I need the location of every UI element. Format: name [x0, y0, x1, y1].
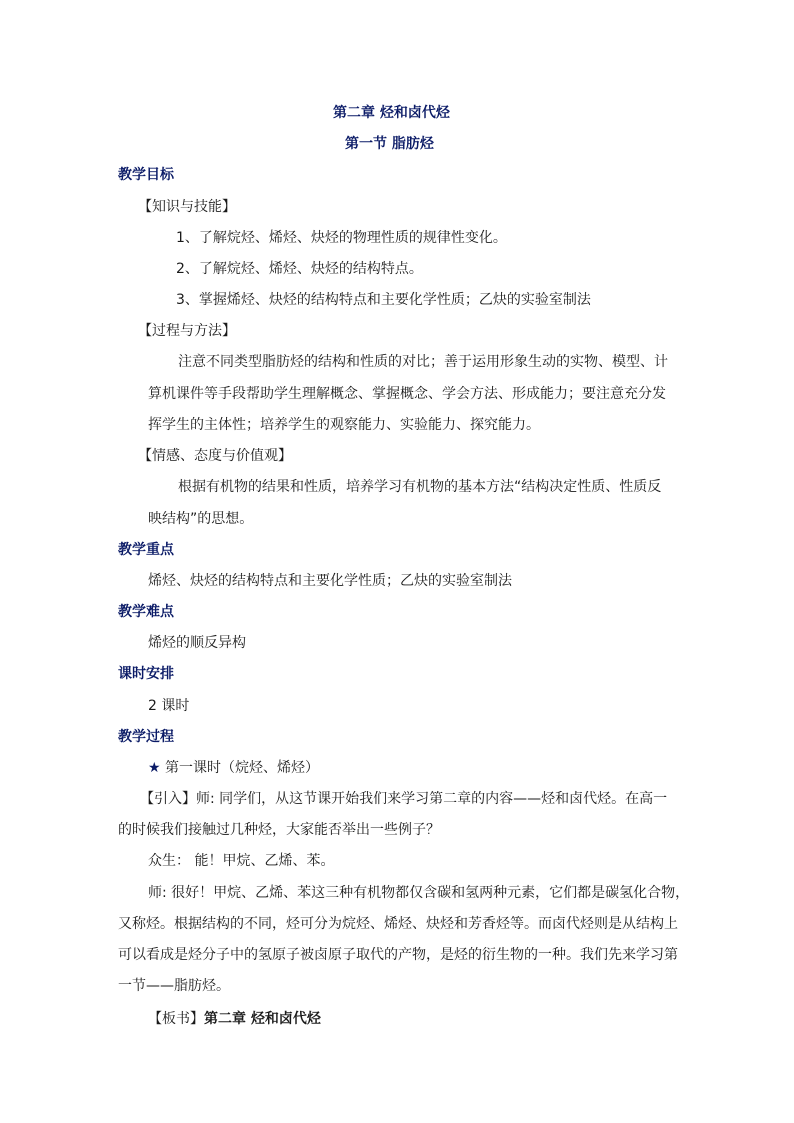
- emotion-label: 【情感、态度与价值观】: [138, 448, 292, 464]
- key-points-text: 烯烃、炔烃的结构特点和主要化学性质；乙炔的实验室制法: [148, 573, 512, 589]
- teacher-line-3: 可以看成是烃分子中的氢原子被卤原子取代的产物，是烃的衍生物的一种。我们先来学习第: [118, 947, 678, 963]
- schedule-text: 2 课时: [148, 698, 190, 714]
- lesson-1-line: [148, 759, 319, 777]
- lesson-1-title: 第一课时（烷烃、烯烃）: [165, 760, 320, 776]
- intro-text-1: 师: 同学们，从这节课开始我们来学习第二章的内容——烃和卤代烃。在高一: [196, 791, 668, 807]
- section-title: 第一节 脂肪烃: [345, 136, 434, 152]
- intro-label: 【引入】: [140, 791, 196, 807]
- emotion-line-2: 映结构”的思想。: [148, 511, 254, 527]
- heading-teaching-process: 教学过程: [118, 729, 174, 745]
- intro-line-1: [140, 790, 667, 808]
- board-text: 第二章 烃和卤代烃: [204, 1011, 321, 1027]
- knowledge-item-1: 1、了解烷烃、烯烃、炔烃的物理性质的规律性变化。: [176, 230, 507, 246]
- difficulties-text: 烯烃的顺反异构: [148, 635, 246, 651]
- process-line-1: 注意不同类型脂肪烃的结构和性质的对比；善于运用形象生动的实物、模型、计: [178, 354, 668, 370]
- knowledge-item-3: 3、掌握烯烃、炔烃的结构特点和主要化学性质；乙炔的实验室制法: [176, 292, 591, 308]
- heading-schedule: 课时安排: [118, 666, 174, 682]
- board-line: [148, 1010, 321, 1028]
- teacher-line-2: 又称烃。根据结构的不同，烃可分为烷烃、烯烃、炔烃和芳香烃等。而卤代烃则是从结构上: [118, 916, 678, 932]
- board-label: 【板书】: [148, 1011, 204, 1027]
- intro-line-2: 的时候我们接触过几种烃，大家能否举出一些例子？: [118, 822, 440, 838]
- knowledge-item-2: 2、了解烷烃、烯烃、炔烃的结构特点。: [176, 261, 423, 277]
- process-line-2: 算机课件等手段帮助学生理解概念、掌握概念、学会方法、形成能力；要注意充分发: [148, 386, 666, 402]
- star-icon: ★: [148, 760, 161, 776]
- heading-goals: 教学目标: [118, 167, 174, 183]
- teacher-line-4: 一节——脂肪烃。: [118, 978, 230, 994]
- emotion-line-1: 根据有机物的结果和性质，培养学习有机物的基本方法“结构决定性质、性质反: [178, 479, 662, 495]
- chapter-title: 第二章 烃和卤代烃: [333, 105, 450, 121]
- process-label: 【过程与方法】: [138, 323, 236, 339]
- teacher-line-1: 师: 很好！甲烷、乙烯、苯这三种有机物都仅含碳和氢两种元素，它们都是碳氢化合物，: [148, 885, 690, 901]
- heading-difficulties: 教学难点: [118, 604, 174, 620]
- knowledge-label: 【知识与技能】: [138, 199, 236, 215]
- heading-key-points: 教学重点: [118, 542, 174, 558]
- students-answer: 众生： 能！甲烷、乙烯、苯。: [148, 853, 335, 869]
- process-line-3: 挥学生的主体性；培养学生的观察能力、实验能力、探究能力。: [148, 417, 540, 433]
